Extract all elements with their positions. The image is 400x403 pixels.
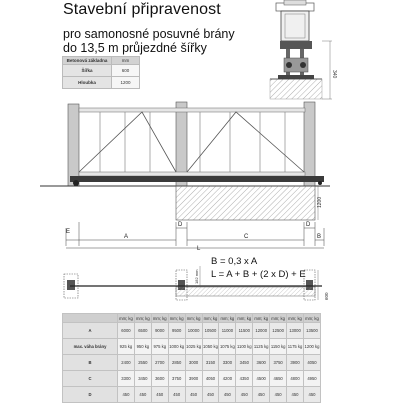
dims-cell: 3900 xyxy=(185,371,202,387)
dims-cell: 9500 xyxy=(168,323,185,339)
dims-cell: 4650 xyxy=(270,371,287,387)
dims-unit-cell: mm; kg xyxy=(254,315,269,321)
dims-cell: 4050 xyxy=(202,371,219,387)
dims-cell: 2550 xyxy=(134,355,151,371)
dims-row-C xyxy=(63,371,321,387)
dimension-lines xyxy=(66,222,324,248)
spec-row-value: 1200 xyxy=(112,77,140,89)
spec-header-label: Betonová základna xyxy=(63,57,112,65)
dims-cell: 1075 kg xyxy=(219,339,236,355)
dims-cell: 450 xyxy=(236,387,253,403)
page-title: Stavební připravenost xyxy=(63,1,221,18)
label-side-width: 600 xyxy=(324,292,329,300)
dims-cell: 450 xyxy=(303,387,320,403)
subtitle-line-1: pro samonosné posuvné brány xyxy=(63,27,235,41)
dims-cell: 3000 xyxy=(185,355,202,371)
dims-cell: 450 xyxy=(151,387,168,403)
gate-dimension-table xyxy=(62,313,321,403)
dims-cell: 450 xyxy=(202,387,219,403)
dims-cell: 450 xyxy=(134,387,151,403)
dims-unit-cell: mm; kg xyxy=(237,315,252,321)
dims-cell: 1175 kg xyxy=(287,339,304,355)
dims-cell: 450 xyxy=(118,387,135,403)
profile-detail xyxy=(270,0,337,99)
dims-unit-cell: mm; kg xyxy=(271,315,285,321)
dims-cell: 3750 xyxy=(270,355,287,371)
dims-cell: 3300 xyxy=(118,371,135,387)
dims-unit-cell: mm; kg xyxy=(203,315,218,321)
dim-label-E: E xyxy=(66,229,71,235)
dims-cell: 3600 xyxy=(253,355,270,371)
dims-cell: 2400 xyxy=(118,355,135,371)
dims-cell: 6000 xyxy=(118,323,135,339)
spec-row-label: Šířka xyxy=(63,65,112,77)
dims-cell: 12500 xyxy=(270,323,287,339)
dims-unit-cell: mm; kg xyxy=(169,315,184,321)
formula-L: L = A + B + (2 x D) + E xyxy=(211,269,306,280)
gate-elevation xyxy=(40,102,330,220)
dims-cell: 11500 xyxy=(236,323,253,339)
dims-cell: 1150 kg xyxy=(270,339,287,355)
dims-unit-cell: mm; kg xyxy=(135,315,150,321)
dims-cell: 450 xyxy=(168,387,185,403)
dims-row-max-weight xyxy=(63,339,321,355)
subtitle-line-2: do 13,5 m průjezdné šířky xyxy=(63,41,207,55)
dims-row-A xyxy=(63,323,321,339)
dims-row-key: max. váha brány xyxy=(63,339,118,355)
dims-cell: 3300 xyxy=(219,355,236,371)
dims-row-key: C xyxy=(63,371,118,387)
dims-row-D xyxy=(63,387,321,403)
label-profile-height: 340 xyxy=(331,70,337,79)
dims-unit-cell: mm; kg xyxy=(220,315,235,321)
dims-cell: 6500 xyxy=(134,323,151,339)
dims-cell: 1000 kg xyxy=(168,339,185,355)
spec-header-unit: mm xyxy=(112,57,140,65)
dims-cell: 1200 kg xyxy=(303,339,320,355)
formula-B: B = 0,3 x A xyxy=(211,256,258,267)
dims-cell: 3450 xyxy=(236,355,253,371)
dims-cell: 3900 xyxy=(287,355,304,371)
dims-row-B xyxy=(63,355,321,371)
label-vertical-small: 182 mm xyxy=(194,269,199,284)
dims-cell: 2700 xyxy=(151,355,168,371)
dims-cell: 10500 xyxy=(202,323,219,339)
dims-cell: 450 xyxy=(287,387,304,403)
dims-cell: 3450 xyxy=(134,371,151,387)
dims-cell: 4200 xyxy=(219,371,236,387)
dims-cell: 950 kg xyxy=(134,339,151,355)
dims-row-key: A xyxy=(63,323,118,339)
dims-unit-cell: mm; kg xyxy=(152,315,167,321)
dims-cell: 1100 kg xyxy=(236,339,253,355)
label-foundation-depth: 1200 xyxy=(317,196,323,208)
dims-cell: 4800 xyxy=(287,371,304,387)
dims-cell: 1125 kg xyxy=(253,339,270,355)
dims-unit-row xyxy=(63,314,321,323)
dim-label-D-right: D xyxy=(306,222,311,228)
dims-cell: 3750 xyxy=(168,371,185,387)
dims-cell: 450 xyxy=(185,387,202,403)
dims-unit-cell: mm; kg xyxy=(288,315,302,321)
spec-row-label: Hloubka xyxy=(63,77,112,89)
dims-cell: 925 kg xyxy=(118,339,135,355)
dim-label-L: L xyxy=(197,246,201,252)
dims-cell: 11000 xyxy=(219,323,236,339)
dims-cell: 10000 xyxy=(185,323,202,339)
dim-label-C: C xyxy=(244,234,249,240)
dims-cell: 1025 kg xyxy=(185,339,202,355)
dims-cell: 450 xyxy=(270,387,287,403)
dims-cell: 975 kg xyxy=(151,339,168,355)
dims-unit-row-key xyxy=(63,314,118,323)
dims-cell: 4950 xyxy=(303,371,320,387)
dim-label-A: A xyxy=(124,234,129,240)
spec-row-value: 600 xyxy=(112,65,140,77)
dims-cell: 4050 xyxy=(303,355,320,371)
dims-cell: 4350 xyxy=(236,371,253,387)
dims-row-key: B xyxy=(63,355,118,371)
dims-cell: 3150 xyxy=(202,355,219,371)
dims-cell: 3600 xyxy=(151,371,168,387)
dims-row-key: D xyxy=(63,387,118,403)
dims-unit-cell: mm; kg xyxy=(186,315,201,321)
dim-label-B: B xyxy=(317,234,322,240)
dims-cell: 12000 xyxy=(253,323,270,339)
dims-unit-cell: mm; kg xyxy=(119,315,133,321)
dims-cell: 4500 xyxy=(253,371,270,387)
dims-cell: 13500 xyxy=(303,323,320,339)
dims-cell: 13000 xyxy=(287,323,304,339)
dims-cell: 2850 xyxy=(168,355,185,371)
dims-cell: 9000 xyxy=(151,323,168,339)
dims-unit-cell: mm; kg xyxy=(305,315,319,321)
dims-cell: 1050 kg xyxy=(202,339,219,355)
dim-label-D-left: D xyxy=(178,222,183,228)
dims-cell: 450 xyxy=(253,387,270,403)
dims-cell: 450 xyxy=(219,387,236,403)
